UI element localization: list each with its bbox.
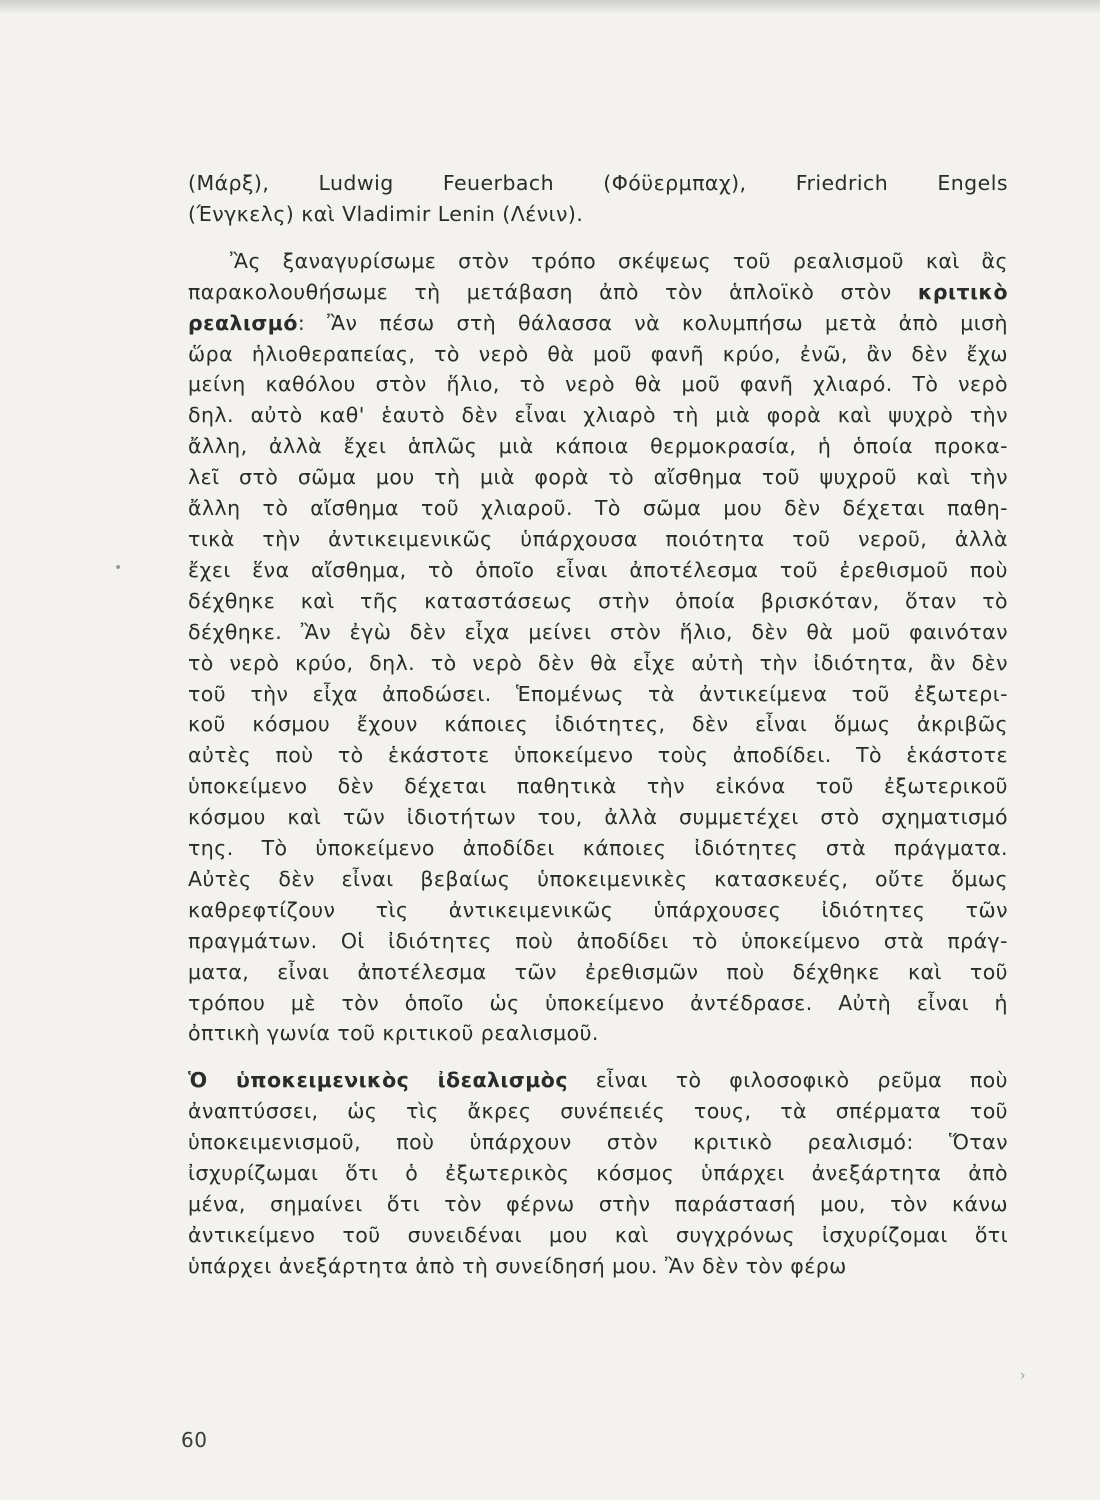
text-run: ἀναπτύσσει, ὡς τὶς ἄκρες συνέπειές τους, τὰ σπέρματα τοῦ <box>188 1099 1008 1124</box>
text-run: (Ένγκελς) καὶ Vladimir Lenin (Λένιν). <box>188 201 584 226</box>
paragraph-gap <box>188 1049 1008 1065</box>
text-run: ὑπάρχει ἀνεξάρτητα ἀπὸ τὴ συνείδησή μου. Ἂν δὲν τὸν φέρω <box>188 1253 847 1278</box>
text-run: λεῖ στὸ σῶμα μου τὴ μιὰ φορὰ τὸ αἴσθημα τοῦ ψυχροῦ καὶ τὴν <box>188 465 1008 490</box>
text-run: : Ἂν πέσω στὴ θάλασσα νὰ κολυμπήσω μετὰ ἀπὸ μισὴ <box>297 310 1008 335</box>
text-run: ἀντικείμενο τοῦ συνειδέναι μου καὶ συγχρόνως ἰσχυρίζομαι ὅτι <box>188 1222 1008 1247</box>
text-line <box>188 740 1008 771</box>
paragraph <box>188 246 1008 1050</box>
text-run: ἔχει ἕνα αἴσθημα, τὸ ὁποῖο εἶναι ἀποτέλεσμα τοῦ ἐρεθισμοῦ ποὺ <box>188 557 1008 582</box>
margin-tick-mark: › <box>1020 1368 1026 1384</box>
paragraph <box>188 168 1008 230</box>
text-run: τοῦ τὴν εἶχα ἀποδώσει. Ἑπομένως τὰ ἀντικείμενα τοῦ ἐξωτερι- <box>188 681 1008 706</box>
text-line <box>188 1158 1008 1189</box>
text-run: (Μάρξ), Ludwig Feuerbach (Φόϋερμπαχ), Friedrich Engels <box>188 171 1008 195</box>
text-run: ὥρα ἡλιοθεραπείας, τὸ νερὸ θὰ μοῦ φανῆ κρύο, ἐνῶ, ἂν δὲν ἔχω <box>188 341 1008 366</box>
text-line <box>188 833 1008 864</box>
bold-term: κριτικὸ <box>917 279 1008 304</box>
text-line <box>188 524 1008 555</box>
page-number: 60 <box>181 1428 208 1452</box>
text-line <box>188 400 1008 431</box>
text-line <box>188 895 1008 926</box>
text-run: μένα, σημαίνει ὅτι τὸν φέρνω στὴν παράστασή μου, τὸν κάνω <box>188 1192 1008 1216</box>
text-line <box>188 246 1008 277</box>
bold-term: Ὁ ὑποκειμενικὸς ἰδεαλισμὸς <box>188 1068 568 1093</box>
body-text <box>188 168 1008 1282</box>
margin-dot-mark: • <box>114 560 123 576</box>
text-line <box>188 617 1008 648</box>
text-run: τὸ νερὸ κρύο, δηλ. τὸ νερὸ δὲν θὰ εἶχε αὐτὴ τὴν ἰδιότητα, ἂν δὲν <box>188 650 1008 675</box>
text-line <box>188 1065 1008 1096</box>
text-run: δέχθηκε καὶ τῆς καταστάσεως στὴν ὁποία βρισκόταν, ὅταν τὸ <box>188 588 1008 613</box>
text-line <box>188 648 1008 679</box>
text-line <box>188 679 1008 710</box>
bold-term: ρεαλισμό <box>188 310 298 335</box>
text-line <box>188 586 1008 617</box>
text-line <box>188 988 1008 1019</box>
text-line <box>188 1189 1008 1220</box>
text-line <box>188 339 1008 370</box>
text-run: κόσμου καὶ τῶν ἰδιοτήτων του, ἀλλὰ συμμετέχει στὸ σχηματισμό <box>188 805 1008 830</box>
text-line <box>188 864 1008 895</box>
text-line <box>188 168 1008 199</box>
text-run: παρακολουθήσωμε τὴ μετάβαση ἀπὸ τὸν ἁπλοϊκὸ στὸν <box>188 279 918 304</box>
text-line <box>188 369 1008 400</box>
text-line <box>188 493 1008 524</box>
text-run: τρόπου μὲ τὸν ὁποῖο ὡς ὑποκείμενο ἀντέδρασε. Αὐτὴ εἶναι ἡ <box>188 990 1008 1015</box>
text-run: ὑποκειμενισμοῦ, ποὺ ὑπάρχουν στὸν κριτικὸ ρεαλισμό: Ὅταν <box>188 1130 1008 1155</box>
text-run: δηλ. αὐτὸ καθ' ἑαυτὸ δὲν εἶναι χλιαρὸ τὴ μιὰ φορὰ καὶ ψυχρὸ τὴν <box>188 403 1008 428</box>
text-run: ματα, εἶναι ἀποτέλεσμα τῶν ἐρεθισμῶν ποὺ δέχθηκε καὶ τοῦ <box>188 959 1008 984</box>
text-run: ἄλλη, ἀλλὰ ἔχει ἁπλῶς μιὰ κάποια θερμοκρασία, ἡ ὁποία προκα- <box>188 434 1008 459</box>
text-run: δέχθηκε. Ἂν ἐγὼ δὲν εἶχα μείνει στὸν ἥλιο, δὲν θὰ μοῦ φαινόταν <box>188 619 1008 644</box>
text-run: εἶναι τὸ φιλοσοφικὸ ρεῦμα ποὺ <box>567 1068 1008 1093</box>
text-line <box>188 1251 1008 1282</box>
text-line <box>188 277 1008 308</box>
paragraph <box>188 1065 1008 1281</box>
text-line <box>188 1220 1008 1251</box>
text-run: Αὐτὲς δὲν εἶναι βεβαίως ὑποκειμενικὲς κατασκευές, οὔτε ὅμως <box>188 866 1008 891</box>
text-line <box>188 957 1008 988</box>
text-line <box>188 709 1008 740</box>
text-run: ἰσχυρίζωμαι ὅτι ὁ ἐξωτερικὸς κόσμος ὑπάρχει ἀνεξάρτητα ἀπὸ <box>188 1161 1008 1186</box>
text-run: ἄλλη τὸ αἴσθημα τοῦ χλιαροῦ. Τὸ σῶμα μου δὲν δέχεται παθη- <box>188 496 1008 521</box>
text-line <box>188 462 1008 493</box>
text-line <box>188 308 1008 339</box>
text-run: της. Τὸ ὑποκείμενο ἀποδίδει κάποιες ἰδιότητες στὰ πράγματα. <box>188 836 1008 861</box>
text-line <box>188 431 1008 462</box>
text-run: τικὰ τὴν ἀντικειμενικῶς ὑπάρχουσα ποιότητα τοῦ νεροῦ, ἀλλὰ <box>188 526 1008 551</box>
text-run: πραγμάτων. Οἱ ἰδιότητες ποὺ ἀποδίδει τὸ ὑποκείμενο στὰ πράγ- <box>188 928 1008 953</box>
text-line <box>188 1127 1008 1158</box>
text-run: ὀπτικὴ γωνία τοῦ κριτικοῦ ρεαλισμοῦ. <box>188 1021 599 1046</box>
text-run: Ἂς ξαναγυρίσωμε στὸν τρόπο σκέψεως τοῦ ρεαλισμοῦ καὶ ἂς <box>230 248 1008 273</box>
text-run: κοῦ κόσμου ἔχουν κάποιες ἰδιότητες, δὲν εἶναι ὅμως ἀκριβῶς <box>188 712 1008 737</box>
text-line <box>188 1018 1008 1049</box>
text-line <box>188 802 1008 833</box>
text-line <box>188 555 1008 586</box>
page-top-edge <box>0 0 1100 14</box>
text-line <box>188 771 1008 802</box>
text-line <box>188 1096 1008 1127</box>
text-run: ὑποκείμενο δὲν δέχεται παθητικὰ τὴν εἰκόνα τοῦ ἐξωτερικοῦ <box>188 774 1008 799</box>
text-run: μείνη καθόλου στὸν ἥλιο, τὸ νερὸ θὰ μοῦ φανῆ χλιαρό. Τὸ νερὸ <box>188 372 1008 397</box>
text-run: καθρεφτίζουν τὶς ἀντικειμενικῶς ὑπάρχουσες ἰδιότητες τῶν <box>188 897 1008 922</box>
paragraph-gap <box>188 230 1008 246</box>
text-line <box>188 926 1008 957</box>
text-run: αὐτὲς ποὺ τὸ ἑκάστοτε ὑποκείμενο τοὺς ἀποδίδει. Τὸ ἑκάστοτε <box>188 743 1008 768</box>
text-line <box>188 199 1008 230</box>
